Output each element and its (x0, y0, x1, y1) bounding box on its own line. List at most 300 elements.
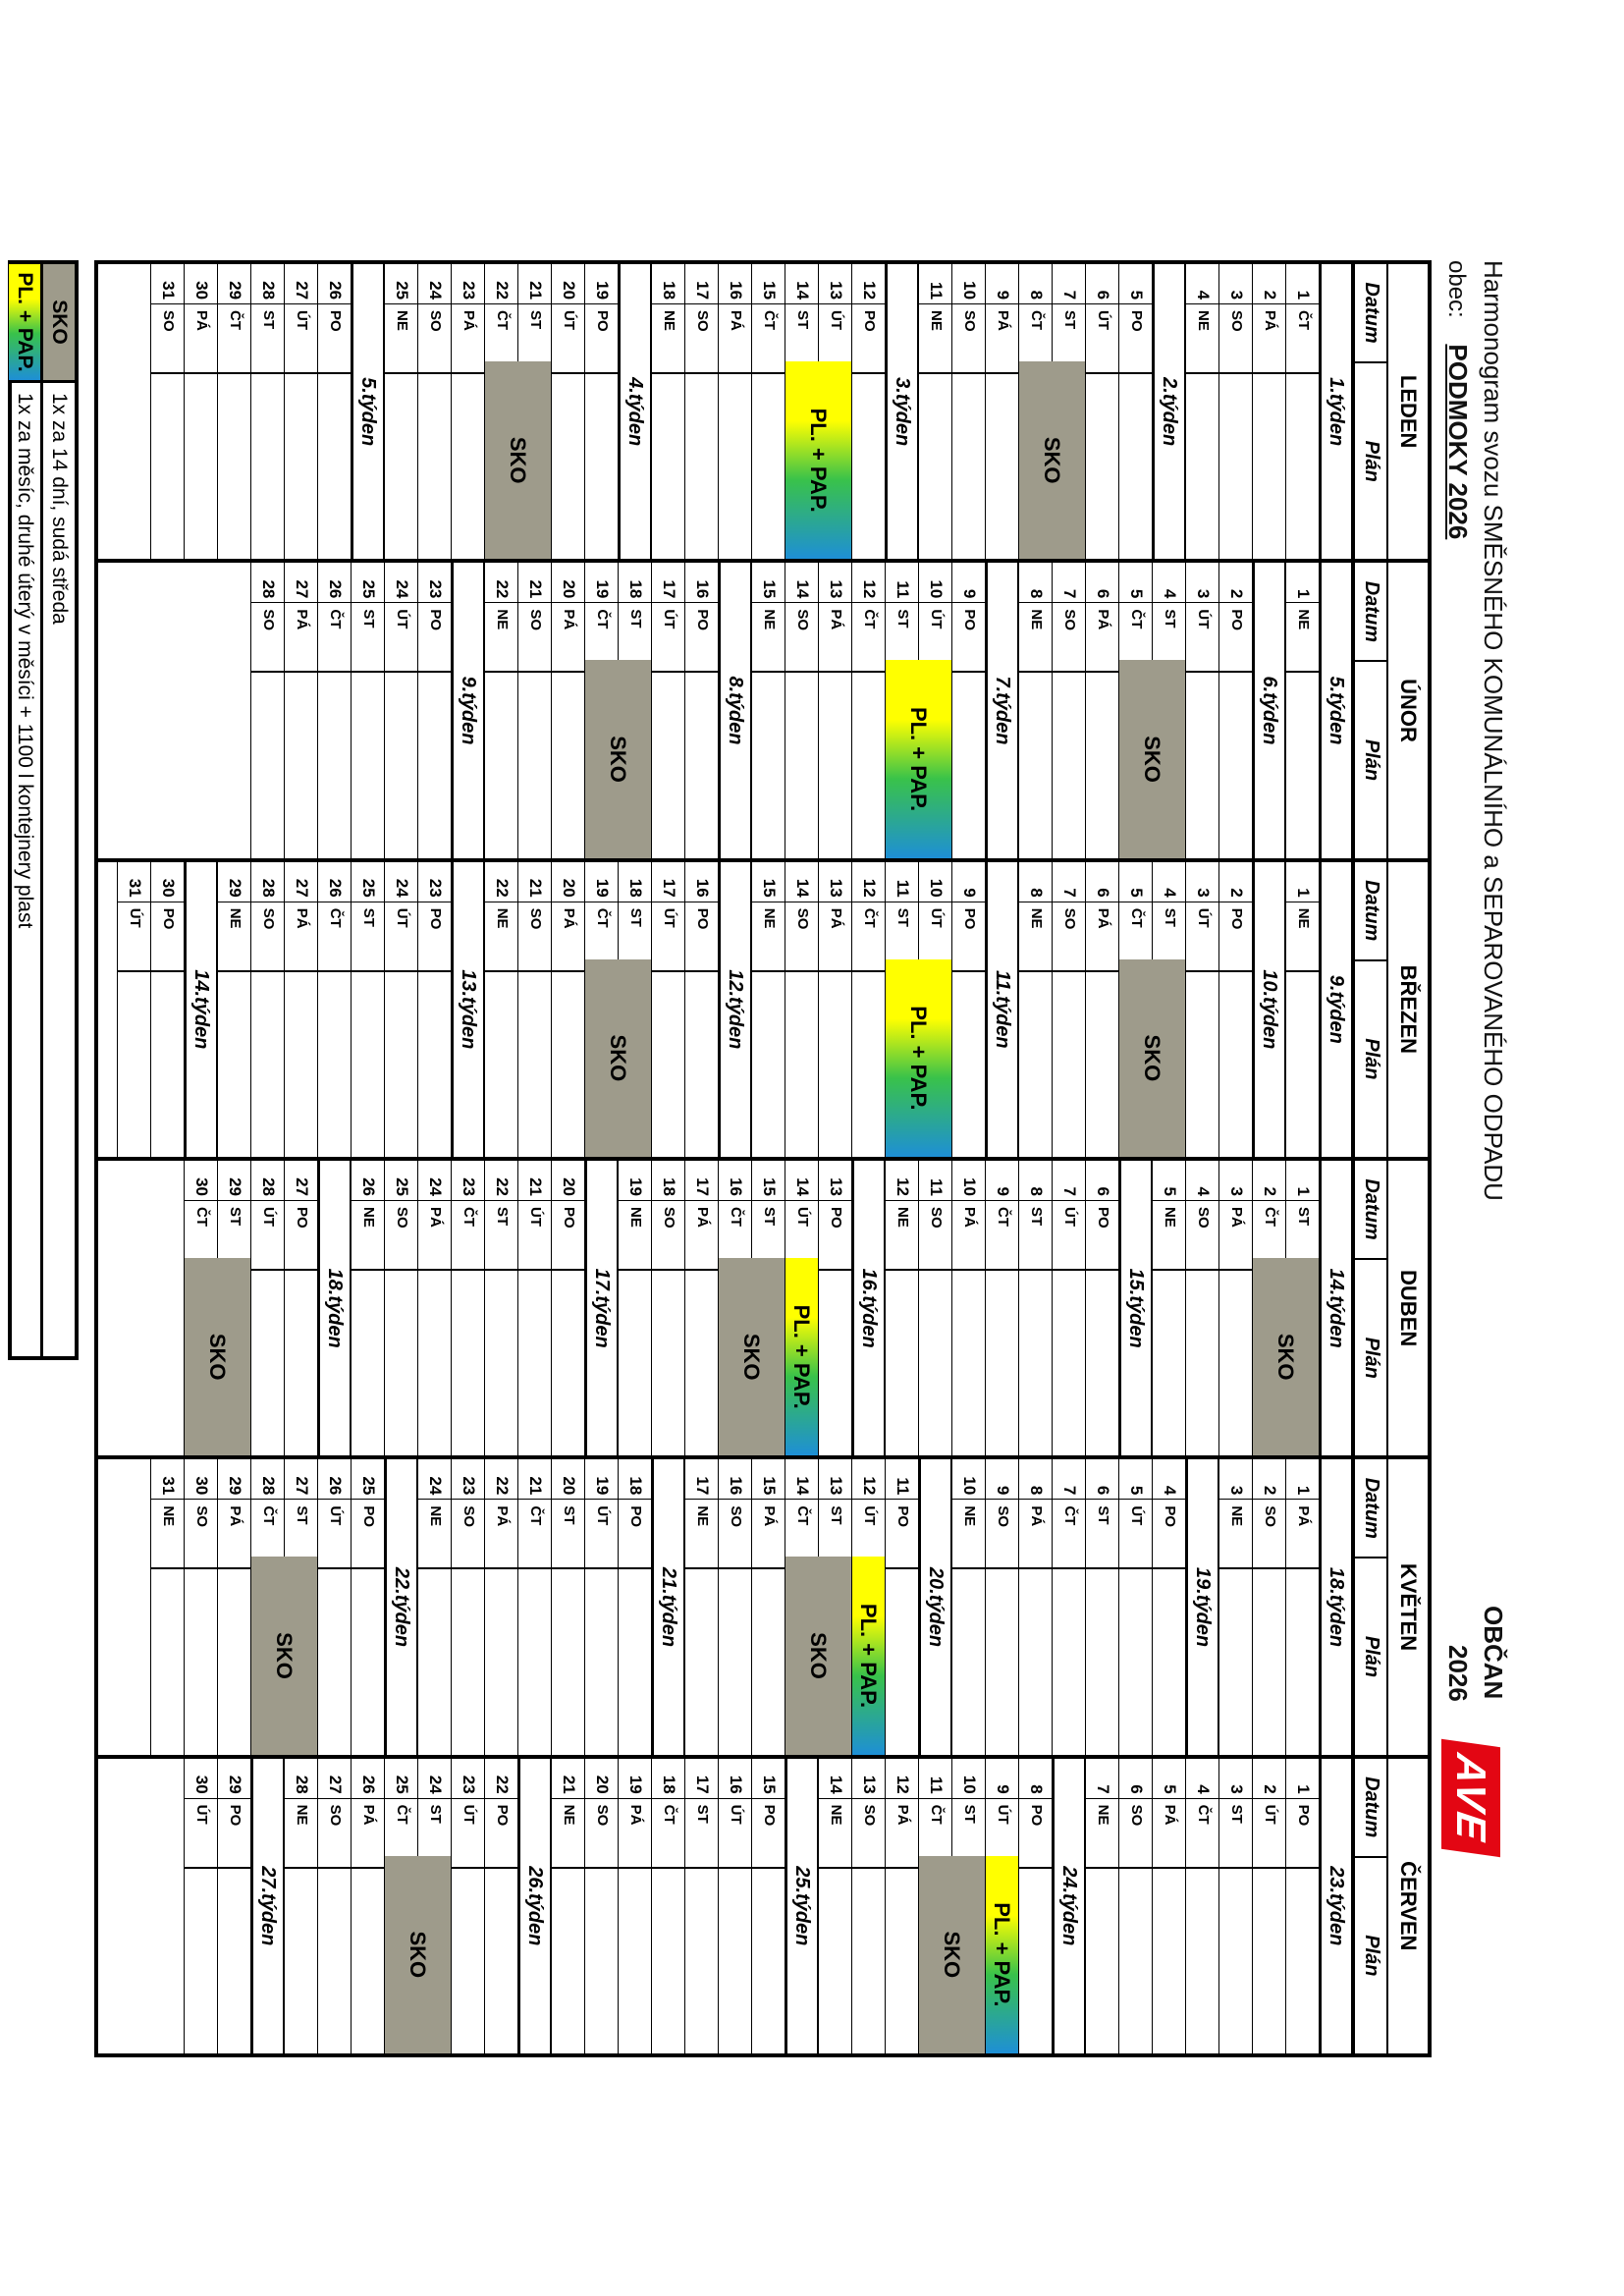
plan-cell (819, 1869, 851, 2053)
day-row (785, 563, 818, 857)
day-row (951, 1459, 985, 1754)
document-title: Harmonogram svozu SMĚSNÉHO KOMUNÁLNÍHO a SEPAROVANÉHO ODPADU (1479, 260, 1508, 1201)
weekday: PÁ (819, 603, 851, 673)
weekday: SO (318, 1799, 351, 1869)
day-number: 9 (986, 1759, 1018, 1799)
plan-cell (685, 673, 718, 857)
day-row (517, 862, 551, 1157)
weekday: PÁ (418, 1201, 451, 1271)
sko-collection-mark: SKO (385, 1856, 451, 2053)
day-row (217, 1459, 250, 1754)
plan-cell (218, 1569, 250, 1754)
plan-cell (418, 1271, 451, 1455)
plastic-paper-collection-mark: PL. + PAP. (986, 1856, 1018, 2053)
plan-cell (652, 972, 684, 1157)
weekday: ST (352, 902, 384, 972)
weekday: ČT (919, 1799, 951, 1869)
day-number: 19 (585, 264, 618, 304)
month-rows (98, 563, 1352, 857)
day-row (1018, 1161, 1052, 1455)
plan-cell (1253, 374, 1285, 559)
month-rows (98, 1459, 1352, 1754)
day-number: 26 (352, 1759, 384, 1799)
day-row (851, 264, 885, 559)
day-number: 1 (1286, 1459, 1319, 1500)
day-row (250, 563, 284, 857)
weekday: ST (1019, 1201, 1052, 1271)
weekday: SO (518, 902, 551, 972)
plan-cell (619, 1271, 651, 1455)
day-number: 20 (552, 862, 584, 902)
weekday: ST (886, 902, 918, 972)
week-label: 9.týden (451, 563, 484, 857)
plan-cell (886, 1271, 918, 1455)
plan-cell (1253, 1569, 1285, 1754)
plan-cell (418, 673, 451, 857)
day-number: 17 (685, 1161, 718, 1201)
day-number: 19 (585, 563, 618, 603)
plan-cell (218, 1869, 250, 2053)
weekday: ÚT (1186, 902, 1218, 972)
day-row (1218, 862, 1252, 1157)
day-number: 14 (785, 264, 818, 304)
weekday: NE (418, 1500, 451, 1569)
day-row (1185, 862, 1218, 1157)
day-row (1085, 264, 1118, 559)
weekday: PO (585, 304, 618, 374)
weekday: NE (385, 304, 417, 374)
day-number: 23 (452, 1161, 484, 1201)
day-row (150, 264, 184, 559)
month-rows (98, 264, 1352, 559)
plan-header: Plán (1361, 440, 1383, 482)
day-row (851, 563, 885, 857)
day-number: 18 (652, 264, 684, 304)
sko-collection-mark: SKO (719, 1258, 785, 1455)
weekday: SO (251, 603, 284, 673)
weekday: ST (685, 1799, 718, 1869)
day-row (484, 862, 517, 1157)
weekday: ČT (585, 603, 618, 673)
plan-cell (518, 1271, 551, 1455)
sko-collection-mark: SKO (585, 660, 651, 857)
weekday: SO (852, 1799, 885, 1869)
day-number: 19 (585, 1459, 618, 1500)
weekday: NE (919, 304, 951, 374)
month-name: ČERVEN (1386, 1759, 1428, 2053)
weekday: SO (251, 902, 284, 972)
day-number: 17 (685, 1759, 718, 1799)
plan-cell (1153, 1271, 1185, 1455)
sko-collection-mark: SKO (251, 1557, 317, 1754)
day-number: 3 (1219, 1759, 1252, 1799)
weekday: ÚT (652, 603, 684, 673)
day-number: 13 (819, 862, 851, 902)
day-row (284, 563, 317, 857)
week-label: 18.týden (1319, 1459, 1352, 1754)
day-number: 12 (852, 862, 885, 902)
sko-collection-mark: SKO (585, 959, 651, 1157)
weekday: PÁ (1086, 902, 1118, 972)
weekday: ÚT (1119, 1500, 1152, 1569)
plan-cell (1019, 972, 1052, 1157)
day-number: 9 (952, 862, 985, 902)
weekday: ST (352, 603, 384, 673)
weekday: PÁ (1019, 1500, 1052, 1569)
weekday: SO (1219, 304, 1252, 374)
weekday: ČT (986, 1201, 1018, 1271)
plan-cell (285, 972, 317, 1157)
weekday: PO (1119, 304, 1152, 374)
day-number: 28 (251, 1161, 284, 1201)
day-row (517, 1161, 551, 1455)
plan-cell (251, 1271, 284, 1455)
plan-cell (685, 1271, 718, 1455)
day-number: 9 (952, 563, 985, 603)
plan-cell (552, 1569, 584, 1754)
day-number: 23 (418, 563, 451, 603)
day-row (618, 1459, 651, 1754)
day-row (1018, 1759, 1052, 2053)
sko-collection-mark: SKO (919, 1856, 985, 2053)
day-number: 13 (819, 264, 851, 304)
day-number: 22 (485, 1759, 517, 1799)
day-row (1118, 1459, 1152, 1754)
day-row (851, 862, 885, 1157)
plan-cell (1019, 1569, 1052, 1754)
plan-cell (952, 1271, 985, 1455)
weekday: SO (785, 902, 818, 972)
municipality-line (1442, 260, 1473, 539)
day-row (951, 563, 985, 857)
date-header: Datum (1355, 1459, 1388, 1558)
day-row (751, 1459, 785, 1754)
day-number: 10 (952, 1759, 985, 1799)
plan-cell (118, 972, 150, 1157)
day-number: 19 (585, 862, 618, 902)
plan-cell (185, 374, 217, 559)
day-row (1218, 264, 1252, 559)
day-number: 23 (452, 1759, 484, 1799)
day-number: 27 (285, 862, 317, 902)
week-label: 11.týden (985, 862, 1018, 1157)
plan-cell (852, 673, 885, 857)
day-number: 6 (1086, 1459, 1118, 1500)
weekday: SO (1253, 1500, 1285, 1569)
weekday: ST (619, 902, 651, 972)
weekday: SO (719, 1500, 751, 1569)
day-number: 13 (852, 1759, 885, 1799)
day-number: 7 (1053, 862, 1085, 902)
day-row (284, 1161, 317, 1455)
plan-cell (619, 1869, 651, 2053)
plan-cell (652, 374, 684, 559)
day-number: 16 (719, 264, 751, 304)
weekday: ST (285, 1500, 317, 1569)
day-row (818, 862, 851, 1157)
week-label: 14.týden (184, 862, 217, 1157)
plan-cell (552, 673, 584, 857)
weekday: ST (552, 1500, 584, 1569)
weekday: NE (1286, 603, 1319, 673)
plan-cell (518, 972, 551, 1157)
day-number: 25 (385, 1161, 417, 1201)
plan-cell (1053, 1271, 1085, 1455)
day-row (317, 264, 351, 559)
audience-label: OBČAN (1479, 1606, 1508, 1700)
weekday: ČT (185, 1201, 217, 1271)
day-number: 25 (352, 1459, 384, 1500)
plan-cell (518, 1569, 551, 1754)
weekday: NE (752, 603, 785, 673)
plan-cell (352, 1569, 384, 1754)
plastic-paper-collection-mark: PL. + PAP. (785, 361, 851, 559)
weekday: NE (218, 902, 250, 972)
day-number: 6 (1086, 264, 1118, 304)
plan-cell (1253, 1869, 1285, 2053)
weekday: NE (952, 1500, 985, 1569)
day-number: 18 (619, 563, 651, 603)
day-number: 15 (752, 1459, 785, 1500)
day-row (1285, 563, 1319, 857)
day-row (1218, 1759, 1252, 2053)
day-number: 3 (1186, 563, 1218, 603)
day-number: 15 (752, 862, 785, 902)
plan-cell (986, 374, 1018, 559)
plan-cell (185, 1869, 217, 2053)
weekday: ST (952, 1799, 985, 1869)
plan-cell (318, 1869, 351, 2053)
plan-cell (952, 1569, 985, 1754)
plan-cell (1119, 1569, 1152, 1754)
day-number: 11 (919, 264, 951, 304)
day-row (317, 862, 351, 1157)
day-number: 28 (251, 563, 284, 603)
date-header: Datum (1355, 1161, 1388, 1260)
day-row (1118, 1759, 1152, 2053)
day-number: 12 (886, 1161, 918, 1201)
weekday: SO (518, 603, 551, 673)
day-row (117, 862, 150, 1157)
weekday: NE (1219, 1500, 1252, 1569)
week-label: 12.týden (718, 862, 751, 1157)
plan-cell (952, 972, 985, 1157)
day-number: 7 (1053, 264, 1085, 304)
day-number: 27 (285, 563, 317, 603)
day-row (1052, 1459, 1085, 1754)
weekday: ČT (251, 1500, 284, 1569)
plan-cell (719, 1569, 751, 1754)
day-row (184, 1759, 217, 2053)
day-number: 5 (1119, 563, 1152, 603)
plan-cell (819, 673, 851, 857)
day-number: 18 (652, 1161, 684, 1201)
plastic-paper-collection-mark: PL. + PAP. (886, 660, 951, 857)
day-number: 22 (485, 1161, 517, 1201)
day-row (317, 1759, 351, 2053)
column-header (1352, 264, 1388, 559)
day-row (584, 1759, 618, 2053)
day-row (684, 1459, 718, 1754)
weekday: ČT (1119, 603, 1152, 673)
weekday: PÁ (619, 1799, 651, 1869)
municipality-name: PODMOKY 2026 (1443, 344, 1473, 540)
plan-cell (1186, 374, 1218, 559)
day-number: 26 (318, 862, 351, 902)
weekday: PO (352, 1500, 384, 1569)
month-name: DUBEN (1386, 1161, 1428, 1455)
day-row (1185, 264, 1218, 559)
day-row (951, 264, 985, 559)
weekday: NE (352, 1201, 384, 1271)
day-number: 28 (251, 862, 284, 902)
day-row (551, 1161, 584, 1455)
day-number: 7 (1053, 1459, 1085, 1500)
day-number: 30 (185, 1459, 217, 1500)
weekday: PÁ (1286, 1500, 1319, 1569)
plan-cell (352, 1271, 384, 1455)
plan-cell (418, 972, 451, 1157)
week-label: 17.týden (584, 1161, 618, 1455)
day-number: 11 (919, 1759, 951, 1799)
day-number: 2 (1253, 1161, 1285, 1201)
weekday: PO (418, 603, 451, 673)
day-number: 16 (685, 563, 718, 603)
weekday: ÚT (652, 902, 684, 972)
day-number: 23 (452, 1459, 484, 1500)
plan-cell (719, 1869, 751, 2053)
month-column (98, 1759, 1428, 2053)
day-row (384, 862, 417, 1157)
plan-cell (852, 1869, 885, 2053)
day-number: 3 (1186, 862, 1218, 902)
weekday: ČT (1019, 304, 1052, 374)
day-number: 21 (518, 1161, 551, 1201)
day-number: 15 (752, 264, 785, 304)
plan-cell (1086, 972, 1118, 1157)
weekday: PÁ (552, 902, 584, 972)
plan-cell (251, 673, 284, 857)
day-number: 18 (619, 862, 651, 902)
weekday: SO (185, 1500, 217, 1569)
weekday: NE (752, 902, 785, 972)
day-number: 13 (819, 563, 851, 603)
weekday: ÚT (452, 1799, 484, 1869)
week-label: 6.týden (1252, 563, 1285, 857)
weekday: PO (619, 1500, 651, 1569)
sko-collection-mark: SKO (185, 1258, 250, 1455)
legend-label-sko: SKO (43, 264, 75, 383)
day-number: 9 (986, 264, 1018, 304)
plan-cell (452, 1271, 484, 1455)
day-row (417, 862, 451, 1157)
day-number: 3 (1219, 1459, 1252, 1500)
plan-cell (518, 673, 551, 857)
weekday: PO (151, 902, 184, 972)
plan-cell (1219, 1869, 1252, 2053)
weekday: PO (552, 1201, 584, 1271)
day-number: 22 (485, 264, 517, 304)
day-row (417, 1459, 451, 1754)
weekday: ST (1053, 304, 1085, 374)
day-number: 10 (952, 1459, 985, 1500)
plan-cell (385, 1271, 417, 1455)
plan-cell (685, 1869, 718, 2053)
ave-logo: AVE (1441, 1739, 1500, 1857)
weekday: NE (485, 902, 517, 972)
plan-cell (585, 374, 618, 559)
weekday: ČT (385, 1799, 417, 1869)
day-number: 1 (1286, 563, 1319, 603)
day-number: 20 (552, 1459, 584, 1500)
column-header (1352, 563, 1388, 857)
day-row (551, 1759, 584, 2053)
day-number: 5 (1153, 1759, 1185, 1799)
day-row (1018, 1459, 1052, 1754)
plan-cell (1086, 1869, 1118, 2053)
day-row (985, 1459, 1018, 1754)
day-number: 25 (352, 563, 384, 603)
plan-cell (652, 673, 684, 857)
week-label: 26.týden (517, 1759, 551, 2053)
plan-cell (151, 972, 184, 1157)
day-row (317, 563, 351, 857)
day-number: 5 (1119, 862, 1152, 902)
day-row (985, 1161, 1018, 1455)
weekday: ČT (318, 902, 351, 972)
weekday: NE (1286, 902, 1319, 972)
weekday: PÁ (1153, 1799, 1185, 1869)
day-row (250, 264, 284, 559)
weekday: ÚT (318, 1500, 351, 1569)
day-row (718, 1459, 751, 1754)
day-number: 11 (886, 1459, 918, 1500)
plan-cell (1019, 1869, 1052, 2053)
weekday: ST (1086, 1500, 1118, 1569)
weekday: NE (151, 1500, 184, 1569)
weekday: PO (218, 1799, 250, 1869)
day-number: 12 (852, 1459, 885, 1500)
plan-cell (452, 1569, 484, 1754)
weekday: ÚT (919, 902, 951, 972)
day-number: 8 (1019, 1161, 1052, 1201)
plan-cell (1286, 972, 1319, 1157)
day-number: 2 (1219, 862, 1252, 902)
day-row (1085, 1459, 1118, 1754)
day-number: 15 (752, 1161, 785, 1201)
plan-cell (1019, 1271, 1052, 1455)
sko-collection-mark: SKO (1019, 361, 1085, 559)
weekday: PO (1219, 603, 1252, 673)
day-number: 31 (118, 862, 150, 902)
sko-collection-mark: SKO (1119, 959, 1185, 1157)
day-row (484, 563, 517, 857)
column-header (1352, 1759, 1388, 2053)
plan-cell (852, 374, 885, 559)
week-label: 10.týden (1252, 862, 1285, 1157)
plan-cell (952, 374, 985, 559)
plan-cell (251, 374, 284, 559)
day-number: 14 (785, 1161, 818, 1201)
week-label: 15.týden (1118, 1161, 1152, 1455)
day-row (684, 563, 718, 857)
plan-cell (285, 1869, 317, 2053)
day-number: 27 (285, 264, 317, 304)
plan-cell (1219, 673, 1252, 857)
weekday: NE (1086, 1799, 1118, 1869)
month-column (98, 1161, 1428, 1459)
day-row (417, 563, 451, 857)
